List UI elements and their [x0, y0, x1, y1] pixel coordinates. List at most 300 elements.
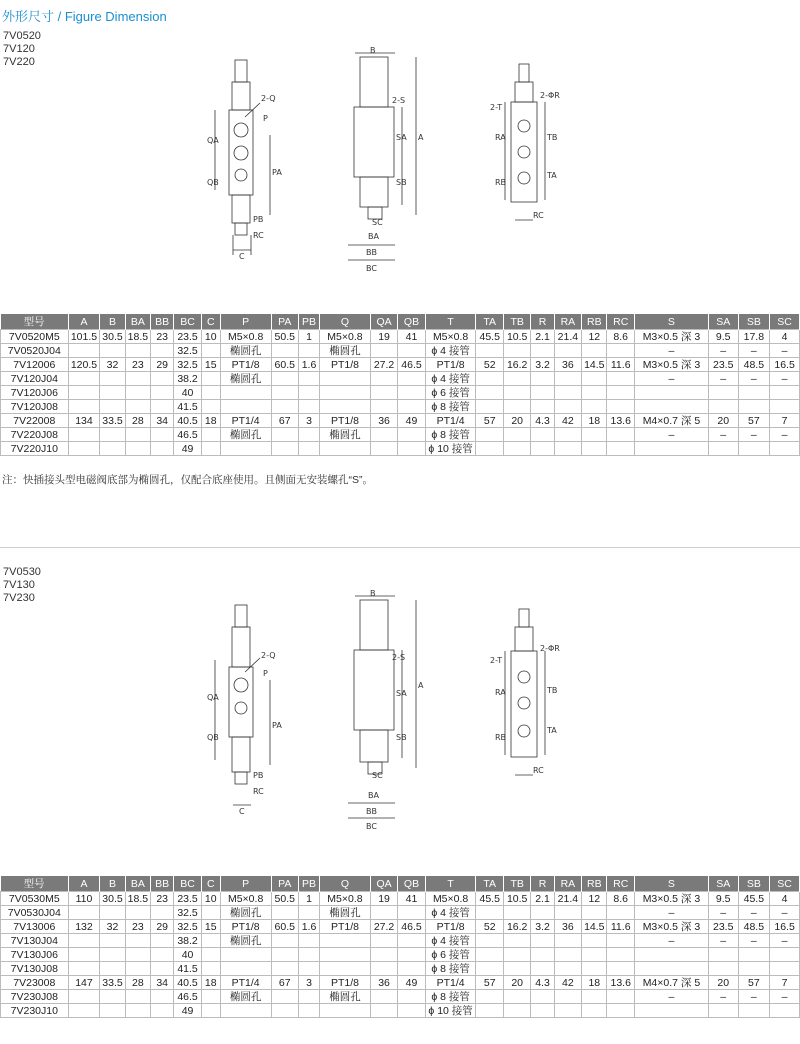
column-header: QA	[370, 314, 397, 330]
back-label-ra: RA	[495, 688, 506, 697]
table-cell	[476, 442, 503, 456]
side-label-ba: BA	[368, 791, 379, 800]
table-cell: 18	[582, 414, 607, 428]
table-cell: PT1/8	[220, 920, 271, 934]
page-title: 外形尺寸 / Figure Dimension	[2, 9, 167, 24]
column-header: TA	[476, 314, 503, 330]
side-label-bb: BB	[366, 807, 377, 816]
table-cell: 7V0520J04	[1, 344, 69, 358]
table-cell	[476, 386, 503, 400]
table-cell	[607, 934, 634, 948]
side-label-sc: SC	[372, 771, 383, 780]
table-cell	[320, 442, 371, 456]
table-cell	[554, 990, 581, 1004]
table-cell: 27.2	[370, 358, 397, 372]
table-cell: 60.5	[271, 920, 298, 934]
table-row	[1, 892, 800, 906]
table-cell: ϕ 4 接管	[425, 344, 476, 358]
table-cell: 28	[125, 414, 150, 428]
table-cell	[320, 948, 371, 962]
table-cell	[476, 990, 503, 1004]
table-cell: 46.5	[398, 358, 425, 372]
front-label-p: P	[263, 114, 268, 123]
table-cell	[271, 428, 298, 442]
table-cell: PT1/8	[425, 358, 476, 372]
table-cell: 23	[125, 920, 150, 934]
table-cell	[398, 442, 425, 456]
table-cell	[320, 386, 371, 400]
table-cell	[68, 990, 100, 1004]
table-cell	[100, 442, 125, 456]
side-label-a: A	[418, 133, 424, 142]
column-header: R	[531, 876, 554, 892]
table-cell	[770, 1004, 800, 1018]
table-cell	[770, 962, 800, 976]
table-cell: ϕ 6 接管	[425, 386, 476, 400]
table-note: 注：快插接头型电磁阀底部为椭圆孔，仅配合底座使用。且侧面无安装螺孔“S”。	[2, 474, 373, 486]
table-cell: 3	[298, 414, 319, 428]
side-label-sb: SB	[396, 733, 407, 742]
table-cell	[125, 386, 150, 400]
table-cell	[100, 906, 125, 920]
table-cell	[634, 948, 708, 962]
table-cell	[582, 442, 607, 456]
table-cell: 41	[398, 330, 425, 344]
table-cell	[100, 344, 125, 358]
table-cell	[503, 386, 530, 400]
table-cell: 椭圆孔	[320, 990, 371, 1004]
table-cell: 38.2	[174, 372, 201, 386]
table-cell	[298, 1004, 319, 1018]
table-cell: 7V130J08	[1, 962, 69, 976]
table-cell: 41.5	[174, 962, 201, 976]
table-cell: 9.5	[708, 892, 738, 906]
table-cell: 11.6	[607, 358, 634, 372]
table-cell: 57	[476, 976, 503, 990]
table-cell	[476, 344, 503, 358]
table-cell: 57	[738, 414, 770, 428]
table-cell	[370, 934, 397, 948]
table-cell	[554, 934, 581, 948]
table-cell: 23.5	[708, 358, 738, 372]
table-cell	[708, 386, 738, 400]
table-cell	[271, 948, 298, 962]
table-cell: 10.5	[503, 330, 530, 344]
table-cell: PT1/8	[425, 920, 476, 934]
table-cell: M4×0.7 深 5	[634, 976, 708, 990]
table-cell	[201, 344, 220, 358]
table-cell: 18	[582, 976, 607, 990]
column-header: T	[425, 314, 476, 330]
table-cell: 椭圆孔	[220, 344, 271, 358]
table-cell	[125, 934, 150, 948]
table-cell	[201, 906, 220, 920]
column-header: PB	[298, 876, 319, 892]
table-cell	[503, 962, 530, 976]
table-cell: 椭圆孔	[320, 428, 371, 442]
table-cell	[100, 400, 125, 414]
side-label-2s: 2-S	[392, 96, 406, 105]
table-cell: 30.5	[100, 330, 125, 344]
table-cell	[201, 372, 220, 386]
table-cell: 7V130J06	[1, 948, 69, 962]
table-cell: 50.5	[271, 330, 298, 344]
table-cell: 29	[151, 358, 174, 372]
table-cell: 1.6	[298, 920, 319, 934]
table-cell	[554, 372, 581, 386]
table-cell	[582, 906, 607, 920]
table-cell: –	[738, 906, 770, 920]
front-view-drawing-1	[205, 55, 295, 265]
table-cell: 4.3	[531, 976, 554, 990]
column-header: BB	[151, 876, 174, 892]
table-cell	[503, 442, 530, 456]
table-cell: 椭圆孔	[220, 372, 271, 386]
table-cell: 21.4	[554, 892, 581, 906]
table-cell: 120.5	[68, 358, 100, 372]
table-cell	[582, 934, 607, 948]
table-cell	[201, 948, 220, 962]
table-cell	[68, 428, 100, 442]
table-cell	[531, 386, 554, 400]
table-cell: PT1/8	[220, 358, 271, 372]
table-cell	[100, 386, 125, 400]
table-cell: 57	[476, 414, 503, 428]
table-cell: 10	[201, 892, 220, 906]
table-cell: PT1/8	[320, 358, 371, 372]
table-header-row	[1, 314, 800, 330]
table-cell	[607, 400, 634, 414]
table-cell: –	[738, 990, 770, 1004]
table-cell: 45.5	[738, 892, 770, 906]
table-cell: 32	[100, 920, 125, 934]
table-cell: 23.5	[174, 330, 201, 344]
table-cell: 23	[151, 330, 174, 344]
table-cell: –	[770, 344, 800, 358]
table-cell: PT1/8	[320, 414, 371, 428]
table-cell: 41	[398, 892, 425, 906]
column-header: B	[100, 314, 125, 330]
table-cell: 32.5	[174, 920, 201, 934]
table-cell: 67	[271, 976, 298, 990]
front-label-pa: PA	[272, 721, 282, 730]
table-cell: 33.5	[100, 976, 125, 990]
table-cell: 45.5	[476, 892, 503, 906]
table-row	[1, 358, 800, 372]
table-cell	[201, 990, 220, 1004]
table-cell: –	[770, 906, 800, 920]
table-cell	[151, 400, 174, 414]
table-cell: 10.5	[503, 892, 530, 906]
table-cell: 16.5	[770, 358, 800, 372]
table-cell	[476, 948, 503, 962]
table-cell	[100, 1004, 125, 1018]
column-header: S	[634, 314, 708, 330]
table-cell	[607, 962, 634, 976]
table-cell	[503, 990, 530, 1004]
table-cell	[476, 962, 503, 976]
table-cell	[634, 400, 708, 414]
table-cell	[220, 948, 271, 962]
table-cell: ϕ 4 接管	[425, 934, 476, 948]
back-view-drawing-1	[485, 60, 575, 230]
back-label-ta: TA	[547, 171, 557, 180]
table-cell	[125, 344, 150, 358]
table-cell: 36	[554, 358, 581, 372]
table-cell	[531, 906, 554, 920]
table-cell	[370, 962, 397, 976]
table-cell: 7V230J08	[1, 990, 69, 1004]
table-cell	[68, 442, 100, 456]
table-cell	[220, 442, 271, 456]
section-divider	[0, 547, 800, 548]
table-cell	[531, 962, 554, 976]
column-header: RA	[554, 876, 581, 892]
table-cell	[201, 442, 220, 456]
table-cell: 11.6	[607, 920, 634, 934]
table-cell	[370, 906, 397, 920]
table-cell: 7V120J06	[1, 386, 69, 400]
table-cell: 36	[554, 920, 581, 934]
table-cell: 7V12006	[1, 358, 69, 372]
column-header: BB	[151, 314, 174, 330]
table-cell: M5×0.8	[425, 330, 476, 344]
table-cell: 23	[125, 358, 150, 372]
table-cell: 38.2	[174, 934, 201, 948]
table-row	[1, 414, 800, 428]
column-header: A	[68, 314, 100, 330]
table-cell: 49	[174, 442, 201, 456]
table-cell: M5×0.8	[425, 892, 476, 906]
column-header: P	[220, 314, 271, 330]
column-header: BA	[125, 314, 150, 330]
table-cell: 42	[554, 976, 581, 990]
table-cell: 10	[201, 330, 220, 344]
table-cell	[770, 400, 800, 414]
table-cell	[708, 400, 738, 414]
table-cell: 40	[174, 386, 201, 400]
table-cell: 椭圆孔	[320, 344, 371, 358]
table-cell	[298, 400, 319, 414]
table-cell: 50.5	[271, 892, 298, 906]
table-cell	[201, 1004, 220, 1018]
back-label-rb: RB	[495, 733, 507, 742]
table-cell	[125, 1004, 150, 1018]
table-cell: 52	[476, 358, 503, 372]
table-cell: –	[634, 344, 708, 358]
table-cell: M5×0.8	[220, 892, 271, 906]
table-cell	[582, 1004, 607, 1018]
table-cell: 14.5	[582, 920, 607, 934]
side-view-drawing-2	[340, 588, 430, 833]
table-row	[1, 386, 800, 400]
table-cell: 12	[582, 892, 607, 906]
back-label-rc: RC	[533, 766, 544, 775]
table-cell	[554, 386, 581, 400]
table-cell	[68, 344, 100, 358]
table-cell: 19	[370, 330, 397, 344]
table-cell: 7V220J10	[1, 442, 69, 456]
table-cell	[582, 400, 607, 414]
table-cell	[68, 1004, 100, 1018]
table-cell: 40	[174, 948, 201, 962]
table-cell	[271, 442, 298, 456]
table-cell	[220, 400, 271, 414]
table-row	[1, 906, 800, 920]
table-cell	[398, 372, 425, 386]
table-cell: –	[634, 990, 708, 1004]
table-cell: 132	[68, 920, 100, 934]
table-cell: –	[738, 344, 770, 358]
table-cell	[634, 442, 708, 456]
table-cell: 15	[201, 920, 220, 934]
column-header: S	[634, 876, 708, 892]
table-cell: –	[634, 428, 708, 442]
column-header: 型号	[1, 314, 69, 330]
table-cell: PT1/4	[425, 414, 476, 428]
table-cell	[531, 344, 554, 358]
column-header: C	[201, 314, 220, 330]
column-header: SB	[738, 314, 770, 330]
table-cell	[398, 428, 425, 442]
table-cell: M5×0.8	[220, 330, 271, 344]
front-view-drawing-2	[205, 600, 295, 820]
table-cell: PT1/4	[220, 414, 271, 428]
table-cell: 18	[201, 976, 220, 990]
table-cell: 7V22008	[1, 414, 69, 428]
column-header: SC	[770, 314, 800, 330]
table-cell	[151, 372, 174, 386]
table-cell	[100, 428, 125, 442]
table-cell	[220, 1004, 271, 1018]
table-row	[1, 920, 800, 934]
table-cell	[298, 906, 319, 920]
table-cell	[68, 906, 100, 920]
table-cell	[554, 428, 581, 442]
table-cell	[398, 400, 425, 414]
column-header: Q	[320, 314, 371, 330]
table-cell	[554, 442, 581, 456]
table-cell: 8.6	[607, 892, 634, 906]
table-cell: M3×0.5 深 3	[634, 920, 708, 934]
table-cell: 椭圆孔	[220, 990, 271, 1004]
front-label-pb: PB	[253, 771, 264, 780]
table-cell	[125, 442, 150, 456]
front-label-c: C	[239, 807, 245, 816]
table-cell: –	[770, 372, 800, 386]
table-cell	[476, 934, 503, 948]
table-cell	[100, 948, 125, 962]
table-cell	[271, 372, 298, 386]
table-cell	[554, 400, 581, 414]
front-label-2q: 2-Q	[261, 651, 276, 660]
column-header: BC	[174, 314, 201, 330]
table-cell	[125, 990, 150, 1004]
table-cell	[320, 400, 371, 414]
front-label-pb: PB	[253, 215, 264, 224]
table-cell: 27.2	[370, 920, 397, 934]
table-cell	[708, 962, 738, 976]
table-cell: PT1/4	[425, 976, 476, 990]
table-cell: M4×0.7 深 5	[634, 414, 708, 428]
table-cell	[531, 442, 554, 456]
table-cell	[68, 962, 100, 976]
table-cell	[201, 934, 220, 948]
table-cell	[320, 962, 371, 976]
table-cell: –	[738, 372, 770, 386]
side-label-2s: 2-S	[392, 653, 406, 662]
table-cell	[607, 1004, 634, 1018]
table-cell: 32	[100, 358, 125, 372]
table-cell: –	[708, 344, 738, 358]
table-cell: 4.3	[531, 414, 554, 428]
back-label-rb: RB	[495, 178, 507, 187]
table-cell: 4	[770, 330, 800, 344]
back-label-ta: TA	[547, 726, 557, 735]
table-cell	[271, 962, 298, 976]
side-label-bc: BC	[366, 822, 377, 831]
table-cell	[738, 400, 770, 414]
table-cell: M3×0.5 深 3	[634, 892, 708, 906]
table-cell	[398, 386, 425, 400]
table-cell: ϕ 6 接管	[425, 948, 476, 962]
table-row	[1, 976, 800, 990]
table-cell	[607, 948, 634, 962]
table-cell: 1	[298, 892, 319, 906]
table-cell: 33.5	[100, 414, 125, 428]
table-cell: 21.4	[554, 330, 581, 344]
table-cell	[125, 400, 150, 414]
table-cell	[151, 990, 174, 1004]
table-cell	[100, 372, 125, 386]
table-cell: 101.5	[68, 330, 100, 344]
table-cell	[320, 1004, 371, 1018]
table-cell	[298, 372, 319, 386]
table-cell: PT1/4	[220, 976, 271, 990]
table-cell: 49	[398, 414, 425, 428]
table-cell	[201, 400, 220, 414]
table-cell: 46.5	[174, 428, 201, 442]
table-cell: ϕ 8 接管	[425, 990, 476, 1004]
side-label-b: B	[370, 46, 376, 55]
table-cell	[100, 990, 125, 1004]
table-cell: 椭圆孔	[220, 428, 271, 442]
table-cell: 32.5	[174, 344, 201, 358]
table-cell: 7	[770, 976, 800, 990]
table-cell: 13.6	[607, 414, 634, 428]
model-name: 7V220	[3, 56, 35, 68]
table-cell	[607, 442, 634, 456]
model-name: 7V0530	[3, 566, 41, 578]
table-cell	[476, 906, 503, 920]
table-cell	[607, 906, 634, 920]
table-row	[1, 330, 800, 344]
column-header: BA	[125, 876, 150, 892]
table-cell: –	[708, 934, 738, 948]
table-cell	[68, 372, 100, 386]
table-cell: ϕ 8 接管	[425, 428, 476, 442]
table-cell: 48.5	[738, 920, 770, 934]
table-cell	[271, 400, 298, 414]
table-cell	[370, 372, 397, 386]
table-cell: 45.5	[476, 330, 503, 344]
table-cell	[554, 906, 581, 920]
table-cell: 48.5	[738, 358, 770, 372]
spec-table-1	[0, 314, 800, 456]
table-cell	[554, 344, 581, 358]
table-cell	[201, 962, 220, 976]
table-cell	[582, 372, 607, 386]
